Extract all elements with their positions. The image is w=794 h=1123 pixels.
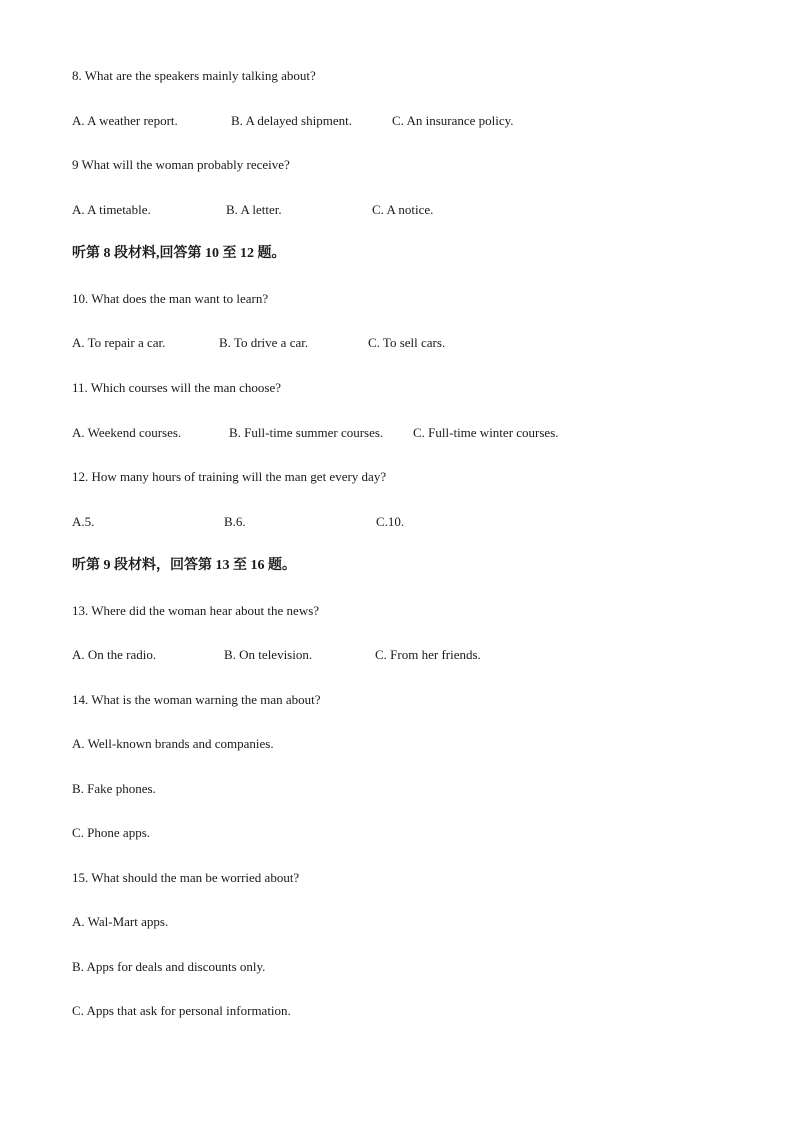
question-15-option-c: C. Apps that ask for personal information. (72, 1003, 291, 1018)
option-a: A. A timetable. (72, 202, 151, 217)
option-a: A. A weather report. (72, 113, 178, 128)
option-b: B. A letter. (226, 202, 282, 217)
option-a: A. To repair a car. (72, 335, 166, 350)
option-c: C. To sell cars. (368, 335, 446, 350)
option-c: C. Full-time winter courses. (413, 425, 559, 440)
option-c: C. An insurance policy. (392, 113, 514, 128)
option-c: C. From her friends. (375, 647, 481, 662)
option-b: B. On television. (224, 647, 313, 662)
question-14-option-b: B. Fake phones. (72, 781, 156, 796)
option-b: B. A delayed shipment. (231, 113, 352, 128)
question-15-option-a: A. Wal-Mart apps. (72, 914, 169, 929)
option-a: A. On the radio. (72, 647, 157, 662)
question-11: 11. Which courses will the man choose? (72, 380, 282, 395)
question-12: 12. How many hours of training will the man get every day? (72, 469, 387, 484)
option-b: B. Full-time summer courses. (229, 425, 384, 440)
question-14-option-a: A. Well-known brands and companies. (72, 736, 274, 751)
section-heading-8: 听第 8 段材料,回答第 10 至 12 题。 (72, 246, 286, 261)
option-b: B. To drive a car. (219, 335, 309, 350)
option-a: A.5. (72, 514, 95, 529)
question-9: 9 What will the woman probably receive? (72, 157, 290, 172)
option-c: C. A notice. (372, 202, 434, 217)
question-8: 8. What are the speakers mainly talking about? (72, 68, 316, 83)
question-10: 10. What does the man want to learn? (72, 291, 269, 306)
section-heading-9: 听第 9 段材料，回答第 13 至 16 题。 (72, 558, 296, 573)
question-14-option-c: C. Phone apps. (72, 825, 150, 840)
question-15: 15. What should the man be worried about? (72, 870, 300, 885)
option-a: A. Weekend courses. (72, 425, 182, 440)
option-b: B.6. (224, 514, 246, 529)
question-15-option-b: B. Apps for deals and discounts only. (72, 959, 266, 974)
option-c: C.10. (376, 514, 405, 529)
question-13: 13. Where did the woman hear about the news? (72, 603, 320, 618)
question-14: 14. What is the woman warning the man about? (72, 692, 321, 707)
